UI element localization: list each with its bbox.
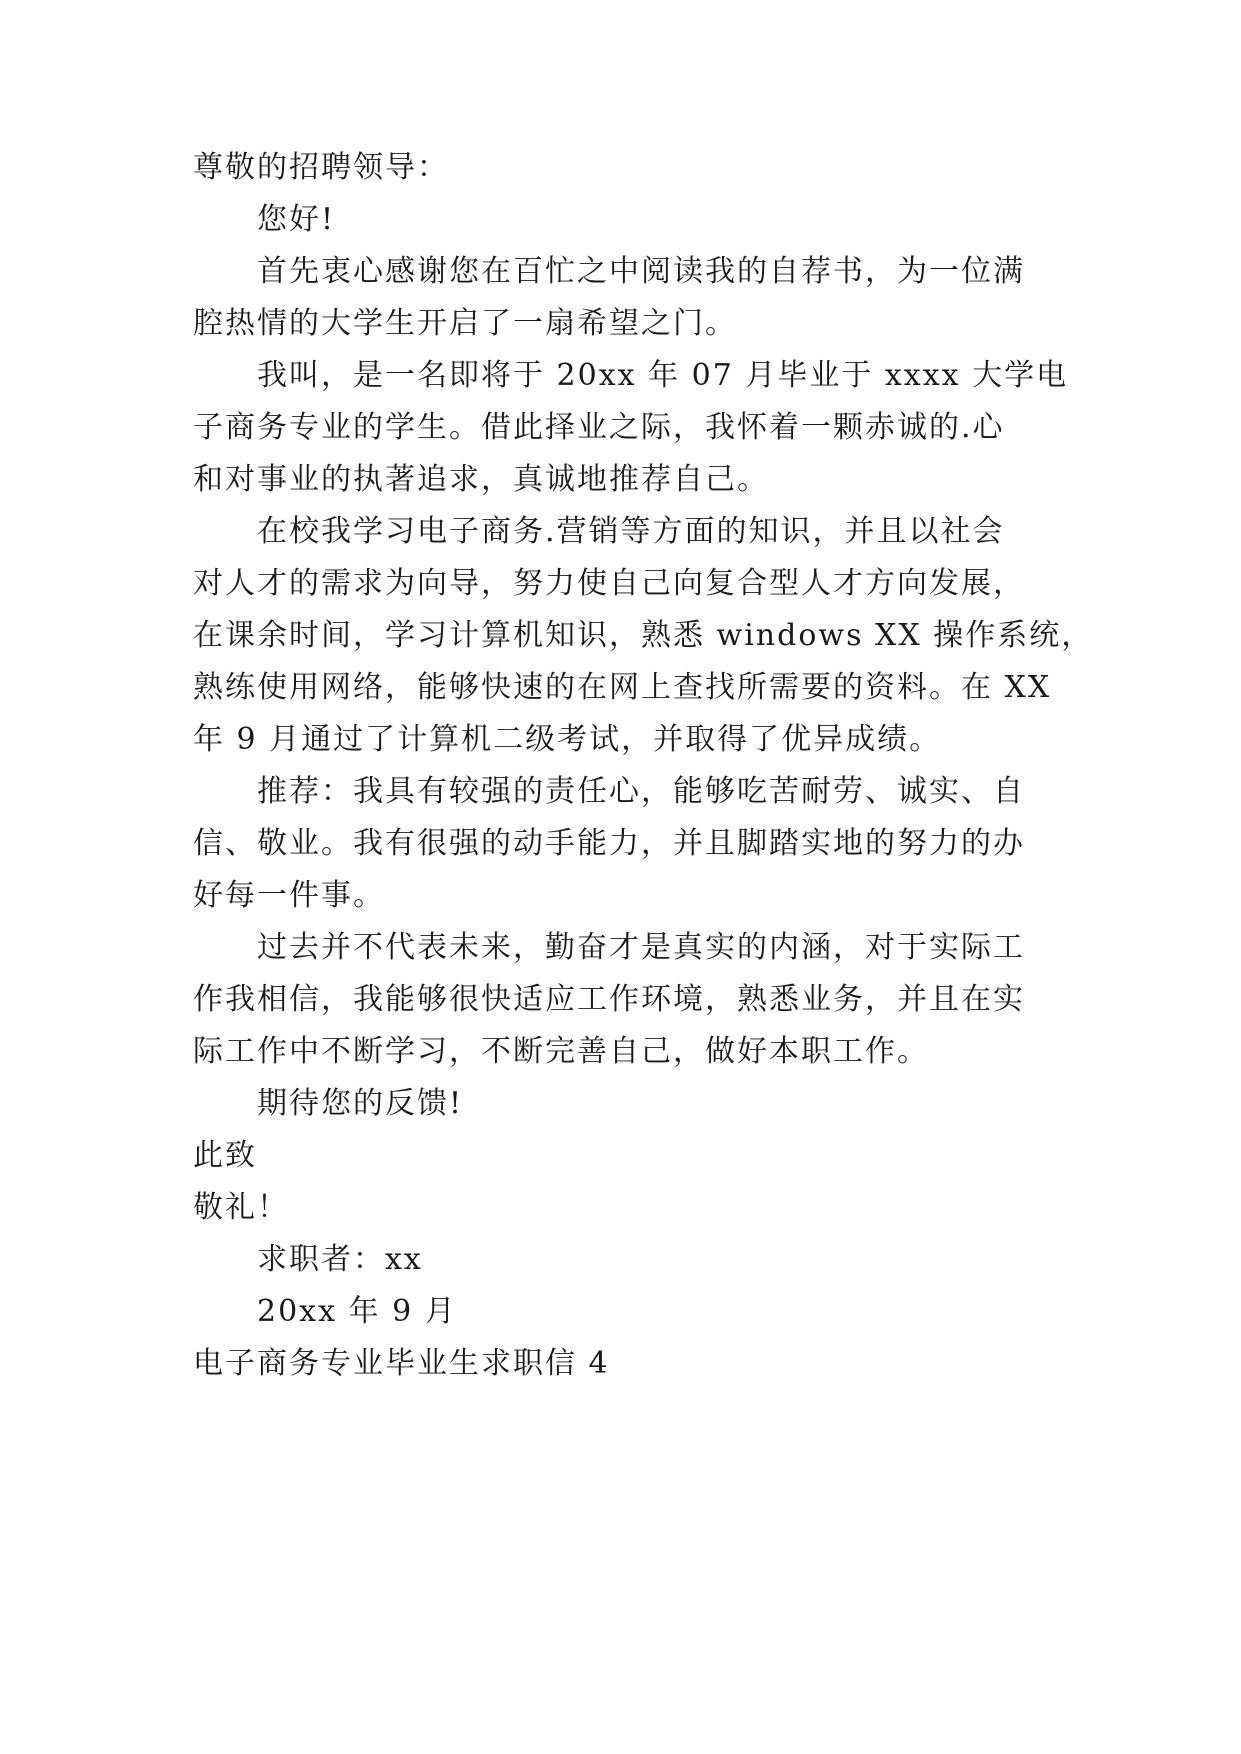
paragraph-line: 推荐：我具有较强的责任心，能够吃苦耐劳、诚实、自 xyxy=(257,774,1025,809)
closing-salute: 敬礼！ xyxy=(193,1190,289,1225)
next-letter-title: 电子商务专业毕业生求职信 4 xyxy=(193,1346,610,1381)
paragraph-line: 在课余时间，学习计算机知识，熟悉 windows XX 操作系统， xyxy=(193,618,1094,653)
paragraph-line: 年 9 月通过了计算机二级考试，并取得了优异成绩。 xyxy=(193,722,942,757)
signature: 求职者：xx xyxy=(257,1242,423,1277)
paragraph-line: 作我相信，我能够很快适应工作环境，熟悉业务，并且在实 xyxy=(193,982,1025,1017)
paragraph-line: 首先衷心感谢您在百忙之中阅读我的自荐书，为一位满 xyxy=(257,254,1025,289)
greeting: 您好! xyxy=(257,202,336,237)
paragraph-line: 腔热情的大学生开启了一扇希望之门。 xyxy=(193,306,737,341)
paragraph-line: 和对事业的执著追求，真诚地推荐自己。 xyxy=(193,462,769,497)
closing-regards: 此致 xyxy=(193,1138,257,1173)
paragraph-line: 我叫，是一名即将于 20xx 年 07 月毕业于 xxxx 大学电 xyxy=(257,358,1069,393)
paragraph-line: 对人才的需求为向导，努力使自己向复合型人才方向发展， xyxy=(193,566,1025,601)
paragraph-line: 过去并不代表未来，勤奋才是真实的内涵，对于实际工 xyxy=(257,930,1025,965)
paragraph-line: 熟练使用网络，能够快速的在网上查找所需要的资料。在 XX xyxy=(193,670,1052,705)
paragraph-line: 际工作中不断学习，不断完善自己，做好本职工作。 xyxy=(193,1034,929,1069)
salutation: 尊敬的招聘领导： xyxy=(193,150,449,185)
letter-date: 20xx 年 9 月 xyxy=(257,1294,457,1329)
paragraph-line: 信、敬业。我有很强的动手能力，并且脚踏实地的努力的办 xyxy=(193,826,1025,861)
closing-expect: 期待您的反馈! xyxy=(257,1086,464,1121)
paragraph-line: 子商务专业的学生。借此择业之际，我怀着一颗赤诚的.心 xyxy=(193,410,1005,445)
paragraph-line: 好每一件事。 xyxy=(193,878,385,913)
paragraph-line: 在校我学习电子商务.营销等方面的知识，并且以社会 xyxy=(257,514,1005,549)
